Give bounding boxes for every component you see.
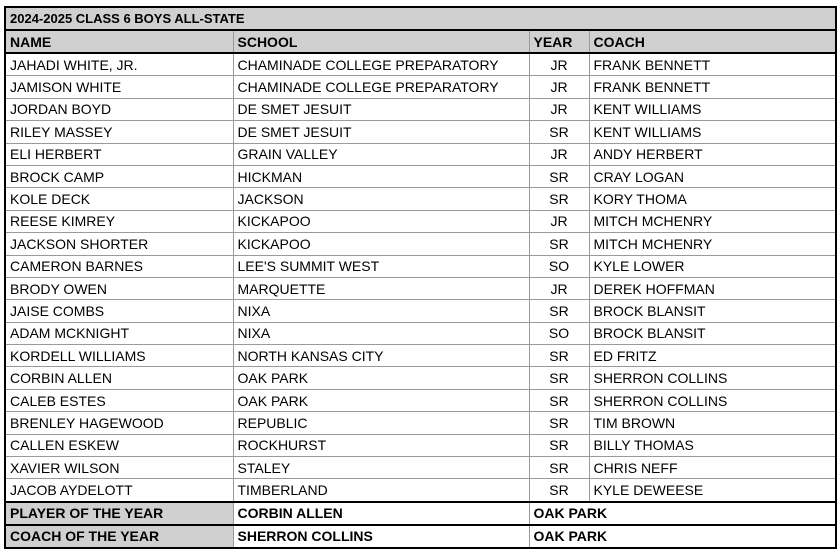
table-body [5,7,836,548]
cell-name: JAHADI WHITE, JR. [5,53,233,76]
all-state-sheet [4,6,837,549]
table-row [5,121,836,143]
cell-school: CHAMINADE COLLEGE PREPARATORY [233,53,529,76]
cell-coach: BILLY THOMAS [589,434,836,456]
cell-name: ELI HERBERT [5,143,233,165]
cell-school: OAK PARK [233,367,529,389]
cell-name: CORBIN ALLEN [5,367,233,389]
cell-year: JR [529,143,589,165]
cell-school: NIXA [233,322,529,344]
cell-coach: KYLE DEWEESE [589,479,836,502]
cell-coach: TIM BROWN [589,412,836,434]
cell-coach: KENT WILLIAMS [589,98,836,120]
cell-school: ROCKHURST [233,434,529,456]
cell-year: SR [529,412,589,434]
cell-name: BRODY OWEN [5,277,233,299]
cell-name: ADAM MCKNIGHT [5,322,233,344]
cell-school: REPUBLIC [233,412,529,434]
table-row [5,345,836,367]
cell-year: JR [529,210,589,232]
cell-coach: FRANK BENNETT [589,53,836,76]
cell-school: DE SMET JESUIT [233,98,529,120]
table-row [5,165,836,187]
cell-name: RILEY MASSEY [5,121,233,143]
table-row [5,457,836,479]
cell-coach: CRAY LOGAN [589,165,836,187]
cell-school: KICKAPOO [233,233,529,255]
award-label: PLAYER OF THE YEAR [5,502,233,525]
cell-year: JR [529,277,589,299]
cell-school: JACKSON [233,188,529,210]
cell-coach: SHERRON COLLINS [589,389,836,411]
all-state-table [4,6,837,549]
cell-coach: ED FRITZ [589,345,836,367]
award-label: COACH OF THE YEAR [5,525,233,548]
table-row [5,143,836,165]
cell-school: OAK PARK [233,389,529,411]
cell-year: JR [529,76,589,98]
cell-coach: ANDY HERBERT [589,143,836,165]
table-row [5,479,836,502]
cell-year: SR [529,165,589,187]
table-row [5,367,836,389]
header-row [5,30,836,53]
cell-name: KOLE DECK [5,188,233,210]
cell-name: XAVIER WILSON [5,457,233,479]
cell-name: JACKSON SHORTER [5,233,233,255]
cell-year: SR [529,367,589,389]
table-row [5,322,836,344]
cell-year: SR [529,457,589,479]
table-row [5,389,836,411]
cell-coach: FRANK BENNETT [589,76,836,98]
cell-name: CALLEN ESKEW [5,434,233,456]
cell-name: BRENLEY HAGEWOOD [5,412,233,434]
award-winner: CORBIN ALLEN [233,502,529,525]
cell-name: JORDAN BOYD [5,98,233,120]
cell-school: TIMBERLAND [233,479,529,502]
cell-year: SR [529,233,589,255]
cell-school: KICKAPOO [233,210,529,232]
cell-coach: SHERRON COLLINS [589,367,836,389]
cell-school: GRAIN VALLEY [233,143,529,165]
award-school: OAK PARK [529,502,836,525]
cell-name: CALEB ESTES [5,389,233,411]
cell-school: HICKMAN [233,165,529,187]
cell-year: SR [529,434,589,456]
table-row [5,210,836,232]
table-row [5,53,836,76]
cell-school: CHAMINADE COLLEGE PREPARATORY [233,76,529,98]
cell-coach: BROCK BLANSIT [589,322,836,344]
table-row [5,412,836,434]
award-row [5,502,836,525]
table-row [5,434,836,456]
header-year: YEAR [529,30,589,53]
cell-name: BROCK CAMP [5,165,233,187]
cell-name: KORDELL WILLIAMS [5,345,233,367]
award-school: OAK PARK [529,525,836,548]
cell-coach: MITCH MCHENRY [589,233,836,255]
cell-coach: BROCK BLANSIT [589,300,836,322]
cell-school: MARQUETTE [233,277,529,299]
cell-name: CAMERON BARNES [5,255,233,277]
header-coach: COACH [589,30,836,53]
cell-name: JAISE COMBS [5,300,233,322]
cell-school: LEE'S SUMMIT WEST [233,255,529,277]
cell-coach: DEREK HOFFMAN [589,277,836,299]
cell-coach: MITCH MCHENRY [589,210,836,232]
cell-school: NORTH KANSAS CITY [233,345,529,367]
cell-year: JR [529,53,589,76]
cell-year: SR [529,188,589,210]
cell-coach: CHRIS NEFF [589,457,836,479]
cell-name: JAMISON WHITE [5,76,233,98]
cell-year: JR [529,98,589,120]
cell-school: NIXA [233,300,529,322]
cell-coach: KYLE LOWER [589,255,836,277]
cell-year: SR [529,479,589,502]
cell-coach: KORY THOMA [589,188,836,210]
title-row [5,7,836,30]
cell-year: SO [529,255,589,277]
award-winner: SHERRON COLLINS [233,525,529,548]
cell-year: SR [529,345,589,367]
cell-name: JACOB AYDELOTT [5,479,233,502]
cell-school: DE SMET JESUIT [233,121,529,143]
cell-year: SR [529,121,589,143]
cell-year: SR [529,300,589,322]
award-row [5,525,836,548]
table-row [5,233,836,255]
table-row [5,255,836,277]
table-row [5,98,836,120]
cell-year: SR [529,389,589,411]
header-name: NAME [5,30,233,53]
cell-year: SO [529,322,589,344]
cell-school: STALEY [233,457,529,479]
cell-coach: KENT WILLIAMS [589,121,836,143]
table-row [5,277,836,299]
cell-name: REESE KIMREY [5,210,233,232]
table-row [5,76,836,98]
table-row [5,300,836,322]
header-school: SCHOOL [233,30,529,53]
table-row [5,188,836,210]
sheet-title: 2024-2025 CLASS 6 BOYS ALL-STATE [5,7,836,30]
